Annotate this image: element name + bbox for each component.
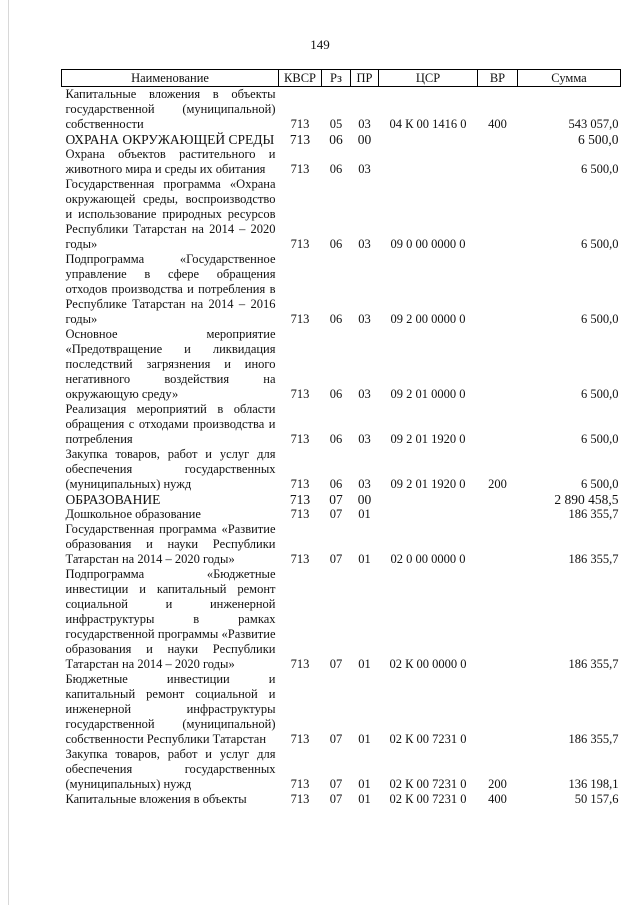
row-pr: 03 (358, 312, 371, 326)
table-row (62, 747, 621, 792)
row-name: Закупка товаров, работ и услуг для обеспечения государственных (муниципальных) нужд (65, 747, 276, 791)
row-kvsr: 713 (290, 792, 310, 806)
row-sum: 186 355,7 (568, 657, 619, 671)
row-pr: 03 (358, 387, 371, 401)
row-vr (478, 672, 518, 747)
row-csr (379, 492, 478, 507)
row-kvsr: 713 (290, 552, 310, 566)
row-kvsr: 713 (289, 492, 311, 507)
row-kvsr: 713 (290, 312, 310, 326)
table-row (62, 87, 621, 133)
row-csr (379, 507, 478, 522)
row-sum: 6 500,0 (581, 477, 619, 491)
row-rz: 06 (329, 162, 343, 176)
row-kvsr: 713 (290, 237, 310, 251)
row-vr (478, 507, 518, 522)
header-pr: ПР (351, 70, 379, 87)
row-vr (478, 252, 518, 327)
row-sum: 6 500,0 (578, 132, 619, 147)
row-kvsr: 713 (290, 477, 310, 491)
row-rz: 07 (329, 732, 343, 746)
row-rz: 06 (329, 312, 343, 326)
row-kvsr: 713 (290, 432, 310, 446)
row-name: ОХРАНА ОКРУЖАЮЩЕЙ СРЕДЫ (65, 132, 275, 147)
row-csr: 09 0 00 0000 0 (390, 237, 466, 251)
row-rz: 05 (329, 117, 343, 131)
row-name: Государственная программа «Охрана окружающей среды, воспроизводство и использование природных ресурсов Республики Татарстан на 2014 – 2020 годы» (65, 177, 276, 251)
row-kvsr: 713 (289, 132, 311, 147)
row-pr: 03 (358, 237, 371, 251)
row-pr: 01 (358, 777, 371, 791)
row-csr: 09 2 01 0000 0 (390, 387, 466, 401)
row-sum: 6 500,0 (581, 162, 619, 176)
row-rz: 07 (329, 777, 343, 791)
table-row (62, 177, 621, 252)
row-csr: 02 К 00 7231 0 (389, 777, 467, 791)
row-name: Реализация мероприятий в области обращения с отходами производства и потребления (65, 402, 276, 446)
row-pr: 00 (357, 492, 372, 507)
row-pr: 01 (358, 732, 371, 746)
row-rz: 06 (329, 237, 343, 251)
table-row (62, 507, 621, 522)
row-rz: 07 (329, 492, 343, 507)
row-vr (478, 402, 518, 447)
header-rz: Рз (322, 70, 351, 87)
row-sum: 136 198,1 (568, 777, 619, 791)
table-row (62, 567, 621, 672)
row-csr: 04 К 00 1416 0 (389, 117, 467, 131)
row-sum: 6 500,0 (581, 387, 619, 401)
row-kvsr: 713 (290, 117, 310, 131)
row-csr: 02 К 00 0000 0 (389, 657, 467, 671)
row-sum: 186 355,7 (568, 507, 619, 521)
row-rz: 07 (329, 657, 343, 671)
row-kvsr: 713 (290, 777, 310, 791)
row-name: Дошкольное образование (65, 507, 201, 521)
row-name: ОБРАЗОВАНИЕ (65, 492, 161, 507)
row-csr: 02 0 00 0000 0 (390, 552, 466, 566)
row-kvsr: 713 (290, 162, 310, 176)
row-rz: 07 (329, 792, 343, 806)
row-pr: 01 (358, 552, 371, 566)
row-name: Капитальные вложения в объекты государственной (муниципальной) собственности (65, 87, 276, 131)
row-name: Основное мероприятие «Предотвращение и ликвидация последствий загрязнения и иного негативного воздействия на окружающую среду» (65, 327, 276, 401)
row-vr: 400 (488, 792, 507, 806)
row-name: Капитальные вложения в объекты (65, 792, 247, 806)
row-csr: 09 2 01 1920 0 (390, 477, 466, 491)
row-vr (478, 492, 518, 507)
row-kvsr: 713 (290, 507, 310, 521)
row-pr: 03 (358, 432, 371, 446)
page-number: 149 (310, 37, 330, 52)
row-pr: 03 (358, 117, 371, 131)
row-vr: 200 (488, 477, 507, 491)
header-csr: ЦСР (379, 70, 478, 87)
row-vr (478, 567, 518, 672)
row-csr (379, 147, 478, 177)
row-rz: 06 (329, 132, 343, 147)
row-sum: 186 355,7 (568, 552, 619, 566)
row-vr (478, 147, 518, 177)
row-csr: 02 К 00 7231 0 (389, 792, 467, 806)
row-csr: 09 2 01 1920 0 (390, 432, 466, 446)
row-kvsr: 713 (290, 732, 310, 746)
row-pr: 00 (357, 132, 372, 147)
table-row (62, 147, 621, 177)
row-pr: 03 (358, 477, 371, 491)
row-rz: 07 (329, 507, 343, 521)
row-vr (478, 177, 518, 252)
row-sum: 6 500,0 (581, 432, 619, 446)
table-row (62, 447, 621, 492)
row-sum: 6 500,0 (581, 237, 619, 251)
row-sum: 6 500,0 (581, 312, 619, 326)
row-vr (478, 327, 518, 402)
row-sum: 50 157,6 (574, 792, 619, 806)
row-csr: 02 К 00 7231 0 (389, 732, 467, 746)
table-header (62, 70, 621, 87)
row-vr (478, 132, 518, 147)
row-rz: 06 (329, 387, 343, 401)
row-csr (379, 132, 478, 147)
row-pr: 03 (358, 162, 371, 176)
budget-table (61, 69, 621, 807)
row-sum: 186 355,7 (568, 732, 619, 746)
row-kvsr: 713 (290, 387, 310, 401)
row-pr: 01 (358, 507, 371, 521)
row-vr (478, 522, 518, 567)
row-rz: 06 (329, 432, 343, 446)
row-kvsr: 713 (290, 657, 310, 671)
row-sum: 543 057,0 (568, 117, 619, 131)
table-row (62, 492, 621, 507)
header-kvsr: КВСР (279, 70, 322, 87)
table-row (62, 252, 621, 327)
row-csr: 09 2 00 0000 0 (390, 312, 466, 326)
scan-margin-line (8, 0, 9, 905)
row-name: Подпрограмма «Государственное управление в сфере обращения отходов производства и потребления в Республике Татарстан на 2014 – 2016 годы» (65, 252, 276, 326)
table-row (62, 522, 621, 567)
header-name: Наименование (62, 70, 279, 87)
row-name: Бюджетные инвестиции и капитальный ремонт социальной и инженерной инфраструктуры государственной (муниципальной) собственности Республики Татарстан (65, 672, 276, 746)
row-pr: 01 (358, 657, 371, 671)
row-name: Подпрограмма «Бюджетные инвестиции и капитальный ремонт социальной и инженерной инфраструктуры в рамках государственной программы «Развитие образования и науки Республики Татарстан на 2014 – 2020 годы» (65, 567, 276, 671)
row-vr: 400 (488, 117, 507, 131)
row-pr: 01 (358, 792, 371, 806)
table-row (62, 132, 621, 147)
header-sum: Сумма (518, 70, 621, 87)
table-body (62, 87, 621, 808)
row-rz: 06 (329, 477, 343, 491)
row-name: Государственная программа «Развитие образования и науки Республики Татарстан на 2014 – 2020 годы» (65, 522, 276, 566)
table-row (62, 327, 621, 402)
header-vr: ВР (478, 70, 518, 87)
row-rz: 07 (329, 552, 343, 566)
table-row (62, 672, 621, 747)
table-row (62, 402, 621, 447)
table-row (62, 792, 621, 807)
row-name: Охрана объектов растительного и животного мира и среды их обитания (65, 147, 276, 176)
row-sum: 2 890 458,5 (554, 492, 619, 507)
row-name: Закупка товаров, работ и услуг для обеспечения государственных (муниципальных) нужд (65, 447, 276, 491)
row-vr: 200 (488, 777, 507, 791)
